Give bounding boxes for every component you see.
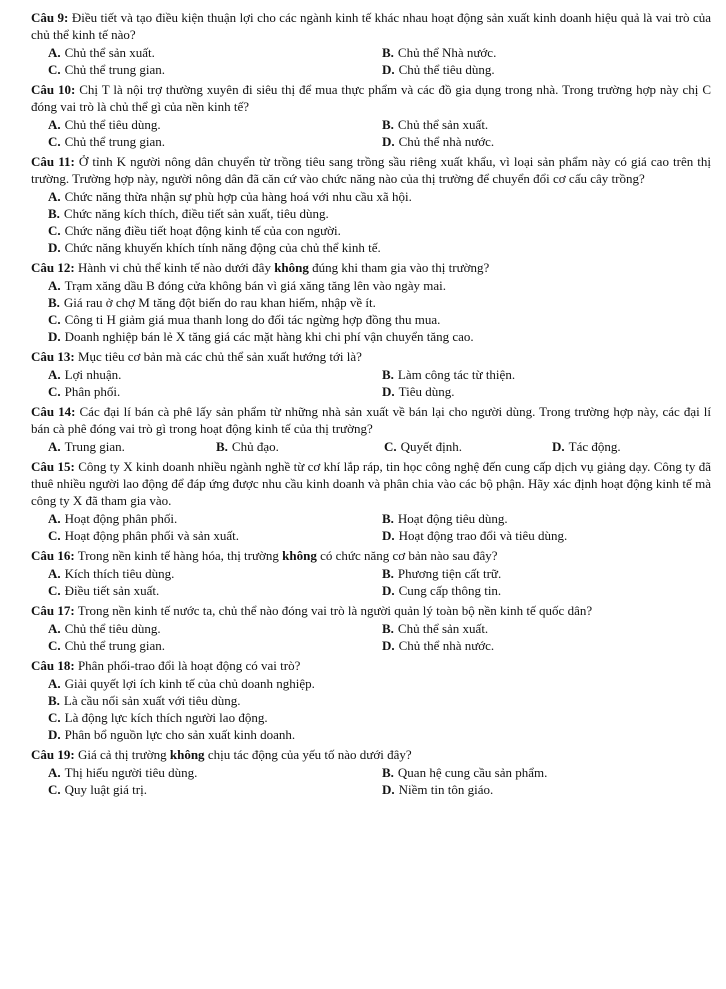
option-letter: D. — [382, 583, 395, 598]
question-block — [31, 547, 711, 599]
option-letter: C. — [48, 528, 61, 543]
question-block — [31, 602, 711, 654]
answer-options — [48, 764, 711, 798]
answer-option — [48, 133, 382, 150]
option-text: Chủ đạo. — [231, 439, 279, 454]
option-text: Chủ thể tiêu dùng. — [398, 62, 495, 77]
answer-options — [48, 116, 711, 150]
option-text: Tác động. — [568, 439, 621, 454]
answer-option — [48, 582, 382, 599]
question-block — [31, 657, 711, 743]
option-text: Chức năng khuyến khích tính năng động của chủ thể kinh tế. — [64, 240, 381, 255]
option-text: Công ti H giảm giá mua thanh long do đối tác ngừng hợp đồng thu mua. — [64, 312, 441, 327]
question-stem — [31, 259, 711, 276]
answer-option — [48, 781, 382, 798]
answer-option — [382, 565, 702, 582]
option-text: Cung cấp thông tin. — [398, 583, 502, 598]
answer-option — [48, 366, 382, 383]
option-text: Điều tiết sản xuất. — [64, 583, 160, 598]
answer-option — [48, 61, 382, 78]
option-letter: C. — [48, 384, 61, 399]
answer-option — [382, 61, 702, 78]
answer-option — [382, 133, 702, 150]
option-letter: B. — [382, 45, 394, 60]
question-text: Điều tiết và tạo điều kiện thuận lợi cho các ngành kinh tế khác nhau hoạt động sản xuất kinh doanh hiệu quả là vai trò của chủ thể kinh tế nào? — [31, 10, 711, 42]
answer-option — [48, 205, 708, 222]
option-text: Phương tiện cất trữ. — [397, 566, 502, 581]
answer-option — [48, 188, 708, 205]
answer-option — [48, 222, 708, 239]
question-stem — [31, 9, 711, 43]
option-letter: C. — [48, 312, 61, 327]
option-letter: A. — [48, 45, 61, 60]
option-letter: C. — [48, 583, 61, 598]
answer-option — [382, 510, 702, 527]
question-stem — [31, 602, 711, 619]
question-stem — [31, 547, 711, 564]
question-text: Chị T là nội trợ thường xuyên đi siêu thị để mua thực phẩm và các đồ gia dụng trong nhà. Trong trường hợp này chị C đóng vai trò là chủ thể gì của nền kinh tế? — [31, 82, 711, 114]
option-text: Giá rau ở chợ M tăng đột biến do rau khan hiếm, nhập về ít. — [63, 295, 376, 310]
option-text: Chủ thể sản xuất. — [397, 117, 489, 132]
option-letter: A. — [48, 511, 61, 526]
question-number: Câu 14: — [31, 404, 76, 419]
question-text: Công ty X kinh doanh nhiều ngành nghề từ cơ khí lắp ráp, tin học công nghệ đến cung cấp dịch vụ giảng dạy. Công ty đã thuê nhiều người lao động để đáp ứng được nhu cầu kinh doanh và phân chia vào các bộ phận. Hãy xác định hoạt động kinh tế mà công ty X đã tham gia vào. — [31, 459, 712, 508]
question-number: Câu 10: — [31, 82, 76, 97]
answer-option — [382, 383, 702, 400]
question-block — [31, 348, 711, 400]
question-number: Câu 12: — [31, 260, 75, 275]
option-text: Hoạt động tiêu dùng. — [397, 511, 508, 526]
question-number: Câu 13: — [31, 349, 75, 364]
option-text: Phân bổ nguồn lực cho sản xuất kinh doanh. — [64, 727, 296, 742]
question-text: Mục tiêu cơ bản mà các chủ thể sản xuất hướng tới là? — [77, 349, 362, 364]
answer-options — [48, 438, 711, 455]
option-text: Tiêu dùng. — [398, 384, 455, 399]
answer-option — [216, 438, 384, 455]
question-block — [31, 9, 711, 78]
answer-option — [48, 565, 382, 582]
option-text: Chủ thể tiêu dùng. — [64, 117, 161, 132]
question-stem — [31, 81, 711, 115]
option-letter: A. — [48, 278, 61, 293]
answer-option — [48, 294, 708, 311]
option-letter: D. — [48, 240, 61, 255]
option-letter: D. — [382, 528, 395, 543]
answer-option — [48, 44, 382, 61]
answer-option — [382, 582, 702, 599]
option-letter: B. — [48, 295, 60, 310]
answer-option — [552, 438, 702, 455]
answer-option — [48, 692, 708, 709]
answer-option — [48, 764, 382, 781]
question-text: Giá cả thị trường — [77, 747, 170, 762]
answer-option — [382, 116, 702, 133]
option-letter: A. — [48, 117, 61, 132]
question-number: Câu 19: — [31, 747, 75, 762]
option-letter: B. — [382, 511, 394, 526]
question-stem — [31, 458, 711, 509]
option-letter: C. — [48, 62, 61, 77]
answer-option — [48, 620, 382, 637]
question-block — [31, 153, 711, 256]
option-text: Chức năng kích thích, điều tiết sản xuất, tiêu dùng. — [63, 206, 329, 221]
answer-option — [48, 438, 216, 455]
option-letter: B. — [382, 117, 394, 132]
answer-option — [382, 620, 702, 637]
answer-option — [48, 328, 708, 345]
option-text: Chủ thể Nhà nước. — [397, 45, 497, 60]
option-letter: A. — [48, 621, 61, 636]
option-text: Doanh nghiệp bán lẻ X tăng giá các mặt hàng khi chi phí vận chuyển tăng cao. — [64, 329, 474, 344]
question-text: có chức năng cơ bản nào sau đây? — [316, 548, 498, 563]
question-text: Trong nền kinh tế hàng hóa, thị trường — [77, 548, 283, 563]
question-text: đúng khi tham gia vào thị trường? — [308, 260, 490, 275]
option-text: Niềm tin tôn giáo. — [398, 782, 494, 797]
option-letter: A. — [48, 566, 61, 581]
option-text: Quyết định. — [400, 439, 463, 454]
option-text: Quy luật giá trị. — [64, 782, 147, 797]
option-text: Chủ thể tiêu dùng. — [64, 621, 161, 636]
answer-option — [48, 239, 708, 256]
option-letter: A. — [48, 765, 61, 780]
answer-option — [48, 383, 382, 400]
option-text: Quan hệ cung cầu sản phẩm. — [397, 765, 548, 780]
question-number: Câu 18: — [31, 658, 75, 673]
answer-options — [48, 510, 711, 544]
answer-options — [48, 277, 711, 345]
question-text: chịu tác động của yếu tố nào dưới đây? — [204, 747, 412, 762]
question-stem — [31, 348, 711, 365]
exam-page — [31, 9, 711, 798]
option-letter: D. — [382, 134, 395, 149]
option-text: Chủ thể trung gian. — [64, 134, 166, 149]
option-text: Làm công tác từ thiện. — [397, 367, 516, 382]
question-number: Câu 16: — [31, 548, 75, 563]
option-letter: C. — [48, 782, 61, 797]
question-text: Ở tỉnh K người nông dân chuyển từ trồng tiêu sang trồng sầu riêng xuất khẩu, vì loại sản phẩm này có giá cao trên thị trường. Trường hợp này, người nông dân đã căn cứ vào chức năng nào của thị trường để chuyển đổi cơ cấu cây trồng? — [31, 154, 712, 186]
option-letter: A. — [48, 367, 61, 382]
question-stem — [31, 746, 711, 763]
option-text: Trung gian. — [64, 439, 125, 454]
question-block — [31, 81, 711, 150]
option-letter: D. — [48, 727, 61, 742]
option-text: Lợi nhuận. — [64, 367, 122, 382]
option-letter: B. — [382, 621, 394, 636]
option-letter: D. — [382, 638, 395, 653]
question-text: Trong nền kinh tế nước ta, chủ thể nào đóng vai trò là người quản lý toàn bộ nền kinh tế quốc dân? — [77, 603, 593, 618]
option-text: Trạm xăng dầu B đóng cửa không bán vì giá xăng tăng lên vào ngày mai. — [64, 278, 446, 293]
option-text: Là cầu nối sản xuất với tiêu dùng. — [63, 693, 241, 708]
option-text: Chủ thể sản xuất. — [64, 45, 155, 60]
answer-option — [48, 311, 708, 328]
question-number: Câu 15: — [31, 459, 75, 474]
answer-option — [384, 438, 552, 455]
answer-options — [48, 620, 711, 654]
option-letter: D. — [48, 329, 61, 344]
answer-option — [382, 637, 702, 654]
question-block — [31, 259, 711, 345]
option-text: Phân phối. — [64, 384, 121, 399]
question-block — [31, 458, 711, 544]
option-letter: A. — [48, 676, 61, 691]
option-text: Chức năng điều tiết hoạt động kinh tế của con người. — [64, 223, 341, 238]
option-text: Chủ thể nhà nước. — [398, 638, 495, 653]
answer-options — [48, 565, 711, 599]
question-text: Phân phối-trao đổi là hoạt động có vai trò? — [77, 658, 301, 673]
answer-option — [48, 527, 382, 544]
answer-options — [48, 675, 711, 743]
question-stem — [31, 657, 711, 674]
option-letter: D. — [552, 439, 565, 454]
emphasis-keyword: không — [274, 260, 309, 275]
question-stem — [31, 403, 711, 437]
emphasis-keyword: không — [169, 747, 205, 762]
option-text: Hoạt động trao đổi và tiêu dùng. — [398, 528, 568, 543]
option-text: Chức năng thừa nhận sự phù hợp của hàng hoá với nhu cầu xã hội. — [64, 189, 412, 204]
question-number: Câu 11: — [31, 154, 75, 169]
option-letter: C. — [384, 439, 397, 454]
answer-options — [48, 366, 711, 400]
option-letter: B. — [48, 206, 60, 221]
option-letter: B. — [382, 367, 394, 382]
option-letter: C. — [48, 638, 61, 653]
answer-options — [48, 44, 711, 78]
option-letter: B. — [382, 765, 394, 780]
answer-option — [48, 116, 382, 133]
question-text: Các đại lí bán cà phê lấy sản phẩm từ những nhà sản xuất về bán lại cho người dùng. Trong trường hợp này, các đại lí bán cà phê đóng vai trò gì trong hoạt động kinh tế của thị trường? — [31, 404, 711, 436]
option-text: Hoạt động phân phối và sản xuất. — [64, 528, 240, 543]
option-text: Hoạt động phân phối. — [64, 511, 178, 526]
option-text: Kích thích tiêu dùng. — [64, 566, 175, 581]
emphasis-keyword: không — [282, 548, 317, 563]
option-text: Chủ thể trung gian. — [64, 62, 166, 77]
question-number: Câu 17: — [31, 603, 75, 618]
question-block — [31, 403, 711, 455]
question-number: Câu 9: — [31, 10, 69, 25]
option-letter: C. — [48, 710, 61, 725]
option-letter: A. — [48, 189, 61, 204]
option-text: Là động lực kích thích người lao động. — [64, 710, 268, 725]
answer-option — [48, 277, 708, 294]
answer-option — [48, 675, 708, 692]
answer-option — [382, 527, 702, 544]
answer-option — [48, 510, 382, 527]
option-letter: B. — [48, 693, 60, 708]
option-letter: A. — [48, 439, 61, 454]
option-text: Chủ thể nhà nước. — [398, 134, 495, 149]
question-block — [31, 746, 711, 798]
option-text: Thị hiếu người tiêu dùng. — [64, 765, 198, 780]
option-letter: D. — [382, 782, 395, 797]
option-letter: B. — [382, 566, 394, 581]
option-letter: C. — [48, 134, 61, 149]
question-stem — [31, 153, 711, 187]
answer-option — [382, 366, 702, 383]
option-letter: B. — [216, 439, 228, 454]
option-text: Chủ thể trung gian. — [64, 638, 166, 653]
answer-option — [48, 709, 708, 726]
option-letter: D. — [382, 62, 395, 77]
answer-options — [48, 188, 711, 256]
answer-option — [48, 726, 708, 743]
answer-option — [382, 44, 702, 61]
option-letter: C. — [48, 223, 61, 238]
answer-option — [382, 781, 702, 798]
option-text: Chủ thể sản xuất. — [397, 621, 489, 636]
answer-option — [382, 764, 702, 781]
option-letter: D. — [382, 384, 395, 399]
question-text: Hành vi chủ thể kinh tế nào dưới đây — [77, 260, 275, 275]
option-text: Giải quyết lợi ích kinh tế của chủ doanh nghiệp. — [64, 676, 315, 691]
answer-option — [48, 637, 382, 654]
